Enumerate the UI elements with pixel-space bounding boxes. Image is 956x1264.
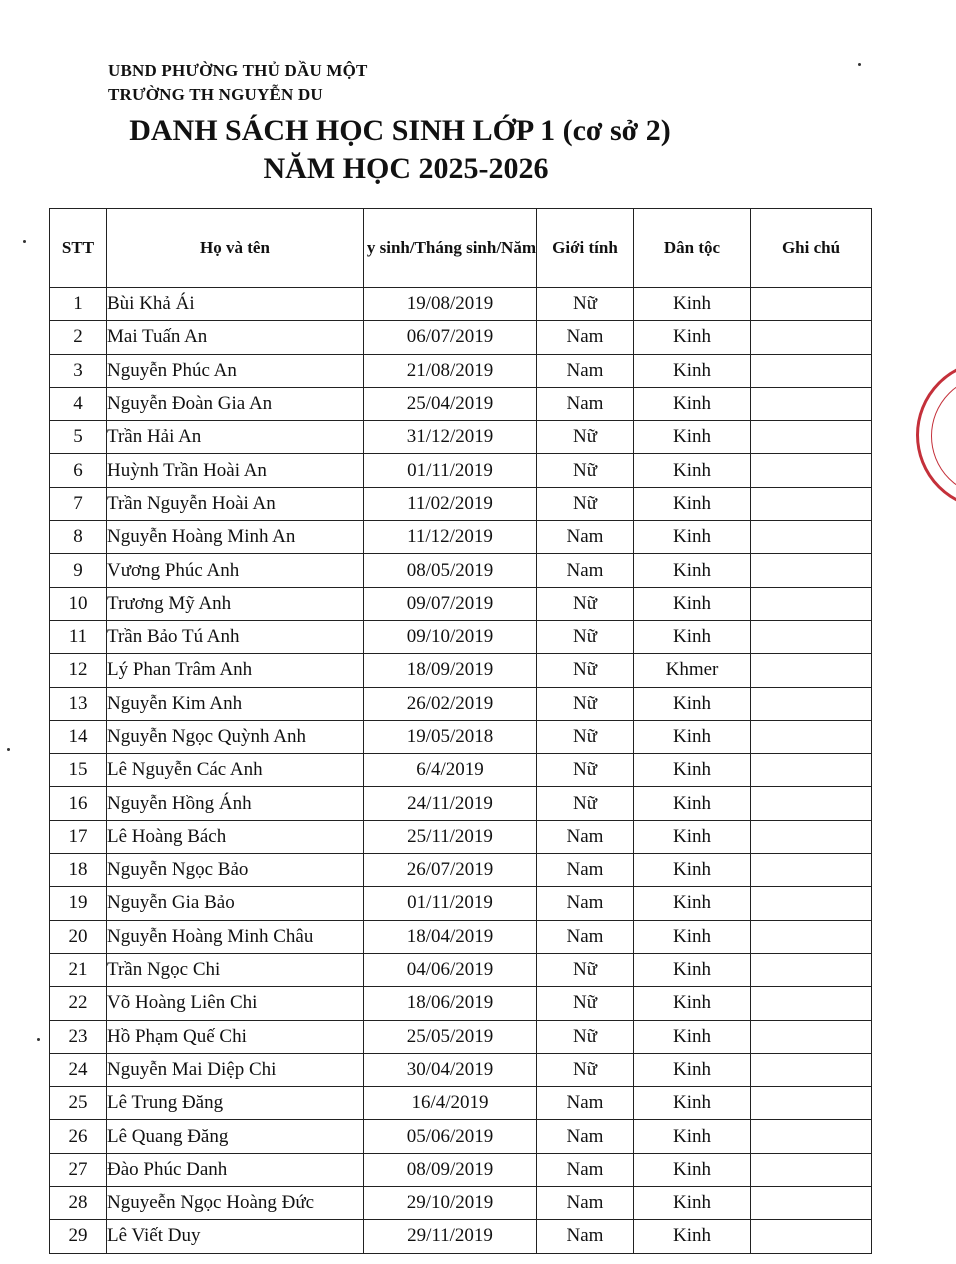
cell-stt: 19 <box>50 887 107 920</box>
cell-ethnicity: Kinh <box>634 687 751 720</box>
cell-gender: Nam <box>537 887 634 920</box>
cell-date-of-birth: 04/06/2019 <box>364 953 537 986</box>
cell-date-of-birth: 11/12/2019 <box>364 521 537 554</box>
cell-ethnicity: Kinh <box>634 1153 751 1186</box>
cell-stt: 20 <box>50 920 107 953</box>
cell-date-of-birth: 09/10/2019 <box>364 620 537 653</box>
cell-date-of-birth: 21/08/2019 <box>364 354 537 387</box>
cell-notes <box>751 487 872 520</box>
cell-ethnicity: Kinh <box>634 953 751 986</box>
cell-ethnicity: Kinh <box>634 754 751 787</box>
cell-gender: Nữ <box>537 587 634 620</box>
cell-date-of-birth: 18/06/2019 <box>364 987 537 1020</box>
cell-full-name: Võ Hoàng Liên Chi <box>107 987 364 1020</box>
table-row <box>50 454 872 487</box>
cell-gender: Nữ <box>537 620 634 653</box>
cell-gender: Nam <box>537 820 634 853</box>
cell-stt: 3 <box>50 354 107 387</box>
table-row <box>50 288 872 321</box>
cell-notes <box>751 421 872 454</box>
cell-stt: 15 <box>50 754 107 787</box>
cell-ethnicity: Kinh <box>634 987 751 1020</box>
cell-date-of-birth: 06/07/2019 <box>364 321 537 354</box>
cell-notes <box>751 920 872 953</box>
cell-gender: Nữ <box>537 687 634 720</box>
cell-notes <box>751 720 872 753</box>
cell-notes <box>751 1120 872 1153</box>
cell-stt: 27 <box>50 1153 107 1186</box>
cell-full-name: Vương Phúc Anh <box>107 554 364 587</box>
cell-gender: Nữ <box>537 1020 634 1053</box>
official-seal-inner-ring <box>931 375 956 497</box>
cell-date-of-birth: 08/09/2019 <box>364 1153 537 1186</box>
cell-stt: 24 <box>50 1053 107 1086</box>
cell-ethnicity: Khmer <box>634 654 751 687</box>
cell-date-of-birth: 18/09/2019 <box>364 654 537 687</box>
cell-gender: Nam <box>537 387 634 420</box>
cell-ethnicity: Kinh <box>634 354 751 387</box>
cell-ethnicity: Kinh <box>634 787 751 820</box>
cell-gender: Nữ <box>537 787 634 820</box>
cell-date-of-birth: 11/02/2019 <box>364 487 537 520</box>
document-title: DANH SÁCH HỌC SINH LỚP 1 (cơ sở 2) <box>129 114 671 147</box>
cell-stt: 22 <box>50 987 107 1020</box>
table-header-row <box>50 209 872 288</box>
cell-full-name: Trần Ngọc Chi <box>107 953 364 986</box>
cell-stt: 23 <box>50 1020 107 1053</box>
cell-notes <box>751 454 872 487</box>
cell-ethnicity: Kinh <box>634 288 751 321</box>
col-header-stt: STT <box>50 209 107 288</box>
cell-full-name: Nguyễn Ngọc Bảo <box>107 854 364 887</box>
cell-stt: 26 <box>50 1120 107 1153</box>
table-row <box>50 620 872 653</box>
col-header-ethnicity: Dân tộc <box>634 209 751 288</box>
student-list-table <box>49 208 872 1254</box>
col-header-notes: Ghi chú <box>751 209 872 288</box>
table-row <box>50 987 872 1020</box>
cell-stt: 14 <box>50 720 107 753</box>
table-row <box>50 953 872 986</box>
cell-gender: Nam <box>537 920 634 953</box>
cell-gender: Nữ <box>537 454 634 487</box>
cell-notes <box>751 387 872 420</box>
cell-notes <box>751 1187 872 1220</box>
table-row <box>50 1220 872 1253</box>
cell-ethnicity: Kinh <box>634 920 751 953</box>
cell-full-name: Bùi Khả Ái <box>107 288 364 321</box>
cell-stt: 29 <box>50 1220 107 1253</box>
cell-stt: 6 <box>50 454 107 487</box>
cell-ethnicity: Kinh <box>634 454 751 487</box>
cell-notes <box>751 754 872 787</box>
cell-full-name: Huỳnh Trần Hoài An <box>107 454 364 487</box>
cell-date-of-birth: 26/02/2019 <box>364 687 537 720</box>
cell-stt: 9 <box>50 554 107 587</box>
table-row <box>50 1053 872 1086</box>
cell-notes <box>751 1220 872 1253</box>
cell-gender: Nữ <box>537 288 634 321</box>
table-row <box>50 687 872 720</box>
cell-full-name: Nguyễn Mai Diệp Chi <box>107 1053 364 1086</box>
cell-notes <box>751 687 872 720</box>
cell-stt: 1 <box>50 288 107 321</box>
cell-date-of-birth: 25/11/2019 <box>364 820 537 853</box>
table-row <box>50 787 872 820</box>
cell-gender: Nam <box>537 321 634 354</box>
table-row <box>50 387 872 420</box>
cell-date-of-birth: 29/10/2019 <box>364 1187 537 1220</box>
cell-notes <box>751 521 872 554</box>
table-row <box>50 1020 872 1053</box>
official-seal-partial <box>916 360 956 510</box>
table-row <box>50 754 872 787</box>
cell-date-of-birth: 25/05/2019 <box>364 1020 537 1053</box>
cell-date-of-birth: 24/11/2019 <box>364 787 537 820</box>
school-year-title: NĂM HỌC 2025-2026 <box>263 152 549 185</box>
cell-full-name: Lê Quang Đăng <box>107 1120 364 1153</box>
cell-gender: Nam <box>537 521 634 554</box>
cell-ethnicity: Kinh <box>634 1087 751 1120</box>
cell-notes <box>751 953 872 986</box>
table-row <box>50 587 872 620</box>
cell-stt: 21 <box>50 953 107 986</box>
cell-gender: Nam <box>537 1087 634 1120</box>
table-row <box>50 521 872 554</box>
cell-ethnicity: Kinh <box>634 1053 751 1086</box>
cell-date-of-birth: 01/11/2019 <box>364 454 537 487</box>
cell-full-name: Lý Phan Trâm Anh <box>107 654 364 687</box>
cell-gender: Nam <box>537 854 634 887</box>
table-row <box>50 1120 872 1153</box>
cell-notes <box>751 288 872 321</box>
cell-full-name: Trương Mỹ Anh <box>107 587 364 620</box>
issuing-authority: UBND PHƯỜNG THỦ DẦU MỘT <box>108 61 368 80</box>
cell-gender: Nữ <box>537 487 634 520</box>
cell-ethnicity: Kinh <box>634 321 751 354</box>
table-row <box>50 1087 872 1120</box>
cell-ethnicity: Kinh <box>634 421 751 454</box>
cell-stt: 11 <box>50 620 107 653</box>
cell-ethnicity: Kinh <box>634 720 751 753</box>
cell-ethnicity: Kinh <box>634 1120 751 1153</box>
cell-ethnicity: Kinh <box>634 820 751 853</box>
cell-full-name: Lê Nguyễn Các Anh <box>107 754 364 787</box>
col-header-full-name: Họ và tên <box>107 209 364 288</box>
cell-date-of-birth: 26/07/2019 <box>364 854 537 887</box>
cell-stt: 17 <box>50 820 107 853</box>
cell-notes <box>751 1087 872 1120</box>
cell-ethnicity: Kinh <box>634 521 751 554</box>
cell-notes <box>751 1053 872 1086</box>
cell-ethnicity: Kinh <box>634 387 751 420</box>
cell-full-name: Hồ Phạm Quế Chi <box>107 1020 364 1053</box>
cell-date-of-birth: 09/07/2019 <box>364 587 537 620</box>
cell-date-of-birth: 18/04/2019 <box>364 920 537 953</box>
cell-gender: Nam <box>537 1120 634 1153</box>
table-row <box>50 654 872 687</box>
cell-full-name: Nguyễn Ngọc Quỳnh Anh <box>107 720 364 753</box>
cell-stt: 5 <box>50 421 107 454</box>
cell-notes <box>751 987 872 1020</box>
cell-ethnicity: Kinh <box>634 554 751 587</box>
cell-ethnicity: Kinh <box>634 1187 751 1220</box>
cell-notes <box>751 587 872 620</box>
cell-gender: Nam <box>537 1220 634 1253</box>
cell-full-name: Trần Hải An <box>107 421 364 454</box>
cell-gender: Nữ <box>537 987 634 1020</box>
cell-ethnicity: Kinh <box>634 1220 751 1253</box>
cell-gender: Nam <box>537 1153 634 1186</box>
cell-stt: 25 <box>50 1087 107 1120</box>
cell-ethnicity: Kinh <box>634 587 751 620</box>
school-name: TRƯỜNG TH NGUYỄN DU <box>108 85 323 104</box>
scan-speck <box>858 63 861 66</box>
cell-full-name: Nguyễn Đoàn Gia An <box>107 387 364 420</box>
table-row <box>50 487 872 520</box>
cell-full-name: Nguyễn Hồng Ánh <box>107 787 364 820</box>
cell-date-of-birth: 19/05/2018 <box>364 720 537 753</box>
cell-full-name: Đào Phúc Danh <box>107 1153 364 1186</box>
cell-notes <box>751 354 872 387</box>
cell-gender: Nữ <box>537 1053 634 1086</box>
cell-full-name: Lê Trung Đăng <box>107 1087 364 1120</box>
table-row <box>50 554 872 587</box>
cell-date-of-birth: 29/11/2019 <box>364 1220 537 1253</box>
cell-full-name: Nguyễn Hoàng Minh Châu <box>107 920 364 953</box>
table-row <box>50 421 872 454</box>
cell-stt: 12 <box>50 654 107 687</box>
cell-stt: 2 <box>50 321 107 354</box>
cell-date-of-birth: 25/04/2019 <box>364 387 537 420</box>
cell-date-of-birth: 16/4/2019 <box>364 1087 537 1120</box>
col-header-date-of-birth: y sinh/Tháng sinh/Năm <box>364 209 537 288</box>
cell-date-of-birth: 01/11/2019 <box>364 887 537 920</box>
cell-gender: Nữ <box>537 953 634 986</box>
cell-gender: Nữ <box>537 754 634 787</box>
table-row <box>50 920 872 953</box>
cell-ethnicity: Kinh <box>634 887 751 920</box>
table-row <box>50 321 872 354</box>
cell-full-name: Lê Hoàng Bách <box>107 820 364 853</box>
cell-date-of-birth: 6/4/2019 <box>364 754 537 787</box>
cell-notes <box>751 654 872 687</box>
scan-speck <box>7 748 10 751</box>
cell-full-name: Trần Nguyễn Hoài An <box>107 487 364 520</box>
table-row <box>50 1153 872 1186</box>
cell-full-name: Nguyễn Phúc An <box>107 354 364 387</box>
cell-full-name: Mai Tuấn An <box>107 321 364 354</box>
cell-full-name: Trần Bảo Tú Anh <box>107 620 364 653</box>
cell-gender: Nữ <box>537 421 634 454</box>
cell-stt: 7 <box>50 487 107 520</box>
cell-gender: Nữ <box>537 720 634 753</box>
cell-ethnicity: Kinh <box>634 620 751 653</box>
cell-notes <box>751 1153 872 1186</box>
cell-date-of-birth: 05/06/2019 <box>364 1120 537 1153</box>
table-row <box>50 1187 872 1220</box>
cell-full-name: Nguyễn Gia Bảo <box>107 887 364 920</box>
table-row <box>50 854 872 887</box>
cell-notes <box>751 887 872 920</box>
cell-notes <box>751 854 872 887</box>
cell-stt: 4 <box>50 387 107 420</box>
scan-speck <box>23 240 26 243</box>
cell-notes <box>751 1020 872 1053</box>
cell-gender: Nam <box>537 554 634 587</box>
cell-date-of-birth: 30/04/2019 <box>364 1053 537 1086</box>
cell-ethnicity: Kinh <box>634 854 751 887</box>
cell-full-name: Lê Viết Duy <box>107 1220 364 1253</box>
table-row <box>50 820 872 853</box>
table-row <box>50 720 872 753</box>
cell-date-of-birth: 08/05/2019 <box>364 554 537 587</box>
cell-gender: Nữ <box>537 654 634 687</box>
cell-full-name: Nguyễn Kim Anh <box>107 687 364 720</box>
cell-notes <box>751 787 872 820</box>
table-row <box>50 354 872 387</box>
cell-ethnicity: Kinh <box>634 487 751 520</box>
cell-stt: 16 <box>50 787 107 820</box>
cell-stt: 28 <box>50 1187 107 1220</box>
cell-gender: Nam <box>537 1187 634 1220</box>
cell-date-of-birth: 31/12/2019 <box>364 421 537 454</box>
cell-stt: 13 <box>50 687 107 720</box>
cell-ethnicity: Kinh <box>634 1020 751 1053</box>
cell-stt: 10 <box>50 587 107 620</box>
cell-stt: 8 <box>50 521 107 554</box>
cell-notes <box>751 620 872 653</box>
cell-notes <box>751 554 872 587</box>
cell-notes <box>751 321 872 354</box>
cell-date-of-birth: 19/08/2019 <box>364 288 537 321</box>
table-row <box>50 887 872 920</box>
cell-notes <box>751 820 872 853</box>
cell-full-name: Nguyễn Hoàng Minh An <box>107 521 364 554</box>
cell-stt: 18 <box>50 854 107 887</box>
cell-gender: Nam <box>537 354 634 387</box>
scan-speck <box>37 1038 40 1041</box>
cell-full-name: Nguyeễn Ngọc Hoàng Đức <box>107 1187 364 1220</box>
col-header-gender: Giới tính <box>537 209 634 288</box>
